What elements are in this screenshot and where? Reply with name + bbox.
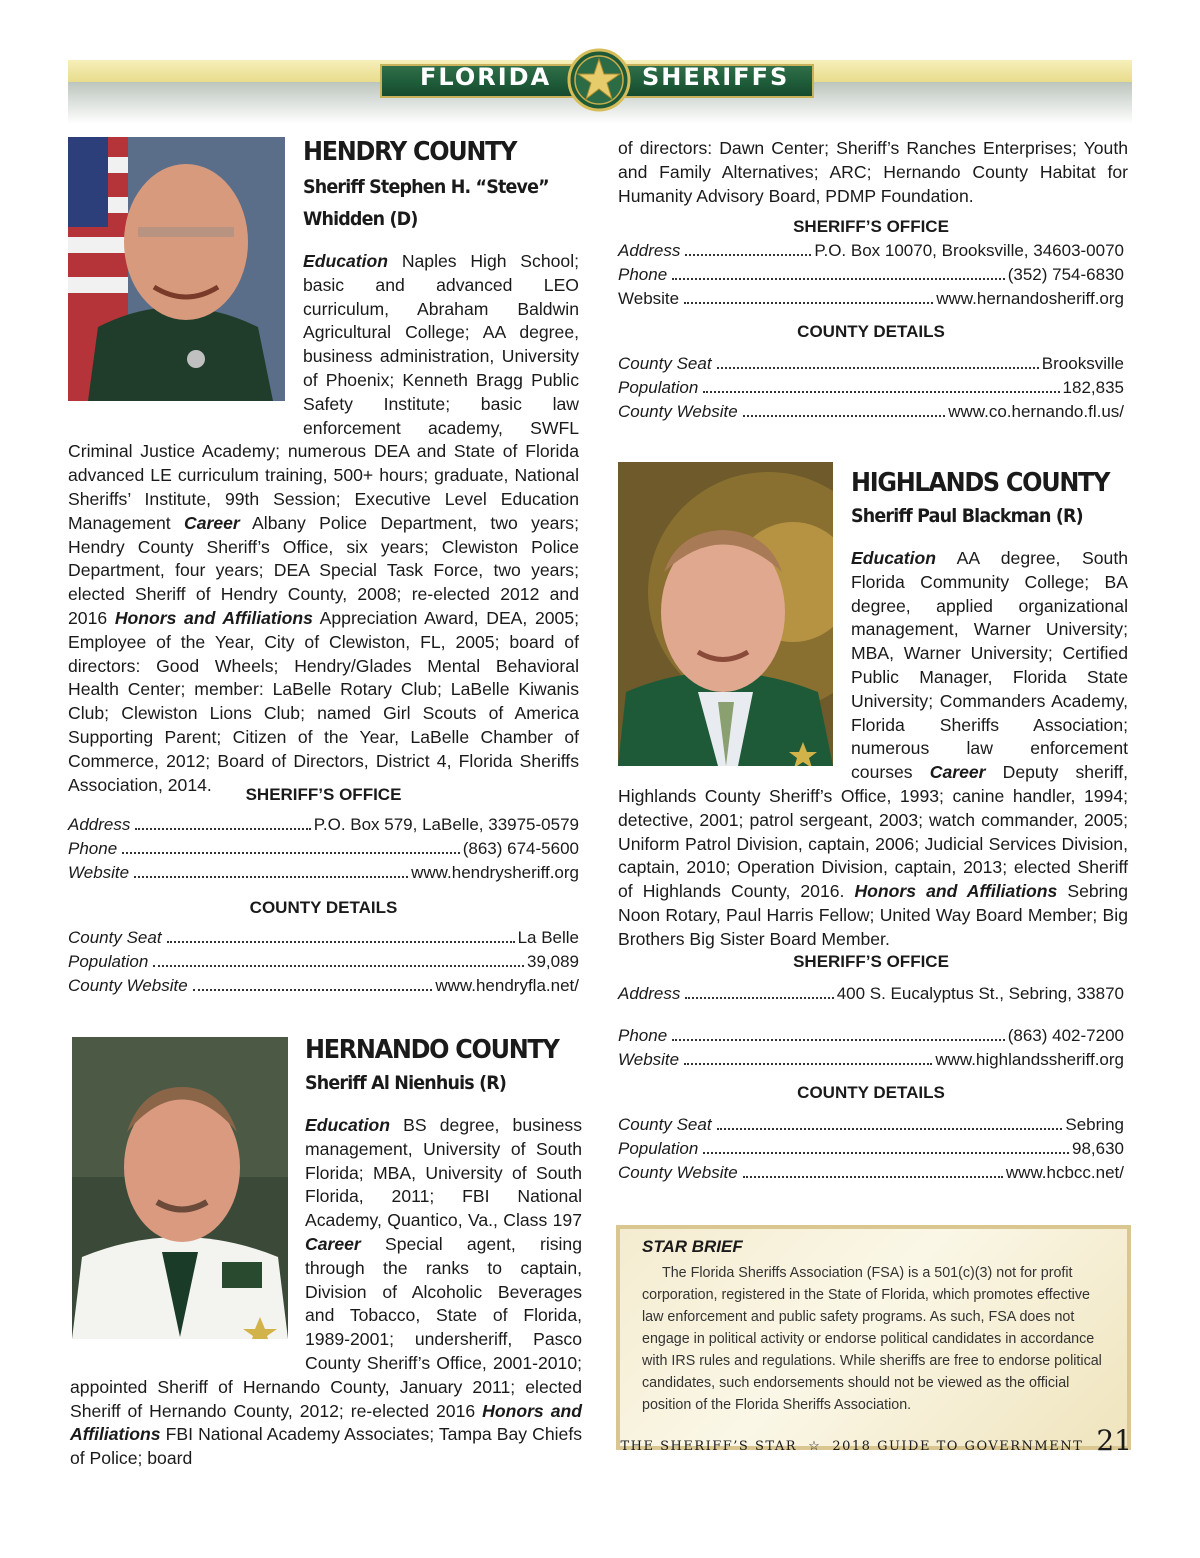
hendry-details-heading: COUNTY DETAILS	[249, 898, 398, 918]
hendry-seat-row: County Seat La Belle	[68, 928, 579, 948]
highlands-website-row[interactable]: Website www.highlandssheriff.org	[618, 1049, 1124, 1069]
banner-sheriffs: SHERIFFS	[642, 63, 790, 91]
highlands-phone-row: Phone (863) 402-7200	[618, 1025, 1124, 1045]
hendry-population-row: Population 39,089	[68, 952, 579, 972]
hendry-contact	[68, 785, 579, 1000]
hendry-office-heading: SHERIFF’S OFFICE	[245, 785, 402, 804]
page-number: 21	[1096, 1424, 1132, 1457]
hendry-county-website-row[interactable]: County Website www.hendryfla.net/	[68, 975, 579, 995]
footer-guide: 2018 GUIDE TO GOVERNMENT	[832, 1439, 1084, 1454]
sheriff-star-badge-icon	[567, 48, 631, 112]
hernando-office-heading: SHERIFF’S OFFICE	[793, 217, 949, 236]
footer-star-icon: ☆	[808, 1439, 822, 1454]
hernando-phone-row: Phone (352) 754-6830	[618, 264, 1124, 284]
hendry-county-title: HENDRY COUNTY	[303, 137, 517, 167]
hernando-details-heading: COUNTY DETAILS	[797, 322, 945, 342]
highlands-seat-row: County Seat Sebring	[618, 1115, 1124, 1135]
star-brief-text: The Florida Sheriffs Association (FSA) is a 501(c)(3) not for profit corporation, registered in the State of Florida, which promotes effective law enforcement and public safety programs. As such, FSA does not engage in political activity or endorse political candidates in accordance with IRS rules and regulations. While sheriffs are free to endorse political candidates, such endorsements should not be viewed as the official position of the Florida Sheriffs Association.	[642, 1265, 1102, 1413]
banner-florida: FLORIDA	[420, 63, 552, 91]
header-banner	[68, 60, 1132, 124]
footer-publication: THE SHERIFF’S STAR	[620, 1439, 798, 1454]
hernando-contact	[618, 217, 1124, 426]
hernando-address-row: Address P.O. Box 10070, Brooksville, 34603-0070	[618, 241, 1124, 260]
highlands-population-row: Population 98,630	[618, 1139, 1124, 1159]
hernando-population-row: Population 182,835	[618, 378, 1124, 398]
highlands-sheriff-name: Sheriff Paul Blackman (R)	[851, 505, 1083, 527]
highlands-address-row: Address 400 S. Eucalyptus St., Sebring, 33870	[618, 984, 1124, 1003]
hernando-bio: Education BS degree, business management, University of South Florida; MBA, University of South Florida, 2011; FBI National Academy, Quantico, Va., Class 197 Career Special agent, rising through the ranks to captain, Division of Alcoholic Beverages and Tobacco, State of Florida, 1989-2001; undersheriff, Pasco County Sheriff’s Office, 2001-2010; appointed Sheriff of Hernando County, January 2011; elected Sheriff of Hernando County, 2012; re-elected 2016 Honors and Affiliations FBI National Academy Associates; Tampa Bay Chiefs of Police; board	[70, 1115, 582, 1469]
star-brief-title: STAR BRIEF	[642, 1237, 743, 1256]
hernando-county-title: HERNANDO COUNTY	[305, 1035, 559, 1065]
hernando-bio-continued: of directors: Dawn Center; Sheriff’s Ranches Enterprises; Youth and Family Alternatives; ARC; Hernando County Habitat for Humanity Advisory Board, PDMP Foundation.	[618, 138, 1128, 206]
highlands-bio: Education AA degree, South Florida Community College; BA degree, applied organizational management, Warner University; MBA, Warner University; Certified Public Manager, Florida State University; Commanders Academy, Florida Sheriffs Association; numerous law enforcement courses Career Deputy sheriff, Highlands County Sheriff’s Office, 1993; canine handler, 1994; detective, 2001; patrol sergeant, 2003; watch commander, 2005; Uniform Patrol Division, captain, 2006; Judicial Services Division, captain, 2010; Operation Division, captain, 2013; elected Sheriff of Highlands County, 2016. Honors and Affiliations Sebring Noon Rotary, Paul Harris Fellow; United Way Board Member; Big Brothers Big Sister Board Member.	[618, 548, 1129, 949]
highlands-office-heading: SHERIFF’S OFFICE	[793, 952, 949, 971]
highlands-details-heading: COUNTY DETAILS	[797, 1083, 945, 1103]
hendry-address-row: Address P.O. Box 579, LaBelle, 33975-0579	[68, 815, 579, 834]
highlands-county-website-row[interactable]: County Website www.hcbcc.net/	[618, 1162, 1124, 1182]
star-brief-box	[616, 1225, 1131, 1450]
hendry-phone-row: Phone (863) 674-5600	[68, 838, 579, 858]
hendry-website-row[interactable]: Website www.hendrysheriff.org	[68, 862, 579, 882]
highlands-county-title: HIGHLANDS COUNTY	[851, 468, 1110, 498]
hernando-website-row[interactable]: Website www.hernandosheriff.org	[618, 288, 1124, 308]
hendry-sheriff-name: Sheriff Stephen H. “Steve” Whidden (D)	[303, 176, 549, 230]
hernando-seat-row: County Seat Brooksville	[618, 354, 1124, 374]
hendry-bio: Education Naples High School; basic and advanced LEO curriculum, Abraham Baldwin Agricultural College; AA degree, business administration, University of Phoenix; Kenneth Bragg Public Safety Institute; basic law enforcement academy, SWFL Criminal Justice Academy; numerous DEA and State of Florida advanced LE curriculum training, 500+ hours; graduate, National Sheriffs’ Institute, 99th Session; Executive Level Education Management Career Albany Police Department, two years; Hendry County Sheriff’s Office, six years; Clewiston Police Department, four years; DEA Special Task Force, two years; elected Sheriff of Hendry County, 2008; re-elected 2012 and 2016 Honors and Affiliations Appreciation Award, DEA, 2005; Employee of the Year, City of Clewiston, FL, 2005; board of directors: Good Wheels; Hendry/Glades Mental Behavioral Health Center; member: LaBelle Rotary Club; LaBelle Kiwanis Club; Clewiston Lions Club; named Girl Scouts of America Supporting Parent; Citizen of the Year, LaBelle Chamber of Commerce, 2012; Board of Directors, District 4, Florida Sheriffs Association, 2014.	[68, 251, 579, 795]
page-footer	[620, 1424, 1132, 1457]
highlands-contact	[618, 952, 1124, 1187]
hernando-sheriff-name: Sheriff Al Nienhuis (R)	[305, 1072, 507, 1094]
hernando-county-website-row[interactable]: County Website www.co.hernando.fl.us/	[618, 401, 1124, 421]
